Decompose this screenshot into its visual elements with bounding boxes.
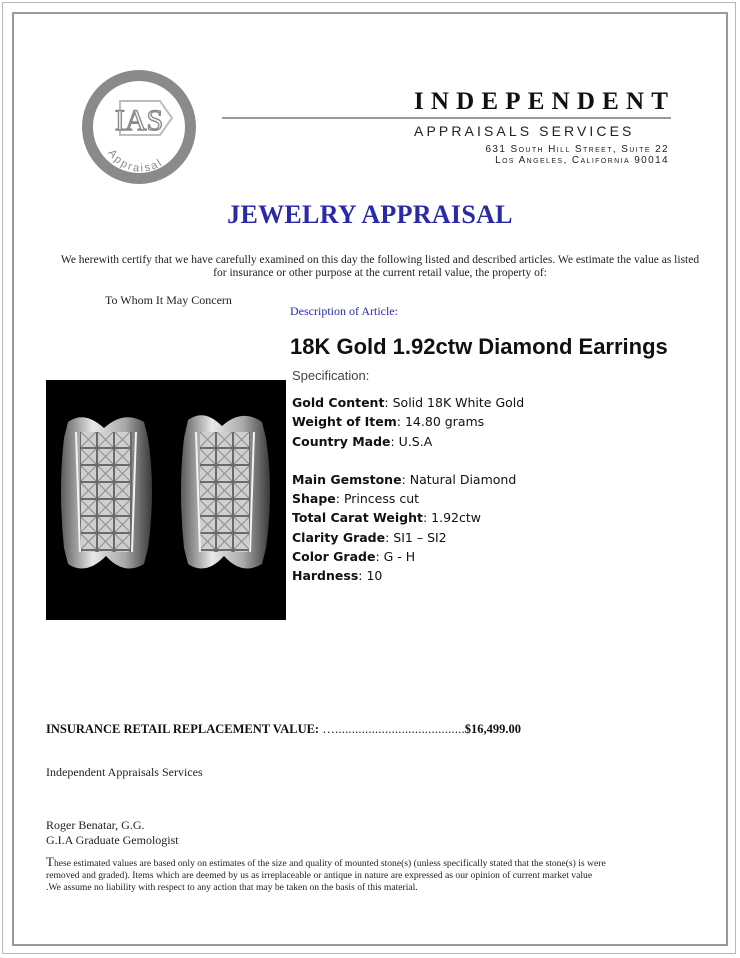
signer-block <box>46 818 179 848</box>
earrings-photo <box>46 380 286 620</box>
company-name: INDEPENDENT <box>414 88 676 115</box>
spec-shape: Shape: Princess cut <box>292 491 420 507</box>
specification-label: Specification: <box>292 368 370 383</box>
value-leader-dots: …....................................... <box>319 722 465 736</box>
spec-weight: Weight of Item: 14.80 grams <box>292 414 485 430</box>
header-divider <box>222 117 671 119</box>
value-label: INSURANCE RETAIL REPLACEMENT VALUE: <box>46 722 320 736</box>
value-amount: $16,499.00 <box>464 722 522 736</box>
right-earring <box>181 415 270 568</box>
logo-letters: IAS <box>114 104 164 137</box>
signer-name: Roger Benatar, G.G. <box>46 818 145 832</box>
spec-clarity: Clarity Grade: SI1 – SI2 <box>292 529 447 545</box>
spec-country: Country Made: U.S.A <box>292 433 433 449</box>
item-title: 18K Gold 1.92ctw Diamond Earrings <box>290 334 668 359</box>
logo-ring-text: Appraisal <box>105 147 166 175</box>
disclaimer-initial: T <box>46 854 54 869</box>
spec-hardness: Hardness: 10 <box>292 568 383 584</box>
specifications-list <box>292 393 524 586</box>
signer-title: G.I.A Graduate Gemologist <box>46 833 179 847</box>
spec-color: Color Grade: G - H <box>292 549 416 565</box>
document-title: JEWELRY APPRAISAL <box>227 200 513 229</box>
company-subtitle: APPRAISALS SERVICES <box>414 123 635 139</box>
replacement-value-line <box>46 722 521 737</box>
left-earring <box>61 417 152 568</box>
spec-carat-weight: Total Carat Weight: 1.92ctw <box>292 510 481 526</box>
disclaimer-text: hese estimated values are based only on estimates of the size and quality of mounted stone(s) (unless specifically stated that the stone(s) is were removed and graded). Items which are deemed by us as irreplaceable or antique in nature are expressed as our opinion of current market value .We assume no liability with respect to any action that may be taken on the basis of this material. <box>46 858 606 893</box>
footer-company: Independent Appraisals Services <box>46 765 203 779</box>
certification-intro: We herewith certify that we have carefully examined on this day the following listed and described articles. We estimate the value as listed for insurance or other purpose at the current retail value, the property of: <box>60 254 700 279</box>
spec-gold-content: Gold Content: Solid 18K White Gold <box>292 395 525 410</box>
address-line-1: 631 South Hill Street, Suite 22 <box>485 144 669 155</box>
spec-main-gemstone: Main Gemstone: Natural Diamond <box>292 471 517 487</box>
ias-logo <box>80 68 198 186</box>
disclaimer <box>46 856 606 894</box>
address-line-2: Los Angeles, California 90014 <box>495 155 669 166</box>
description-label: Description of Article: <box>290 304 398 318</box>
recipient: To Whom It May Concern <box>105 293 232 307</box>
